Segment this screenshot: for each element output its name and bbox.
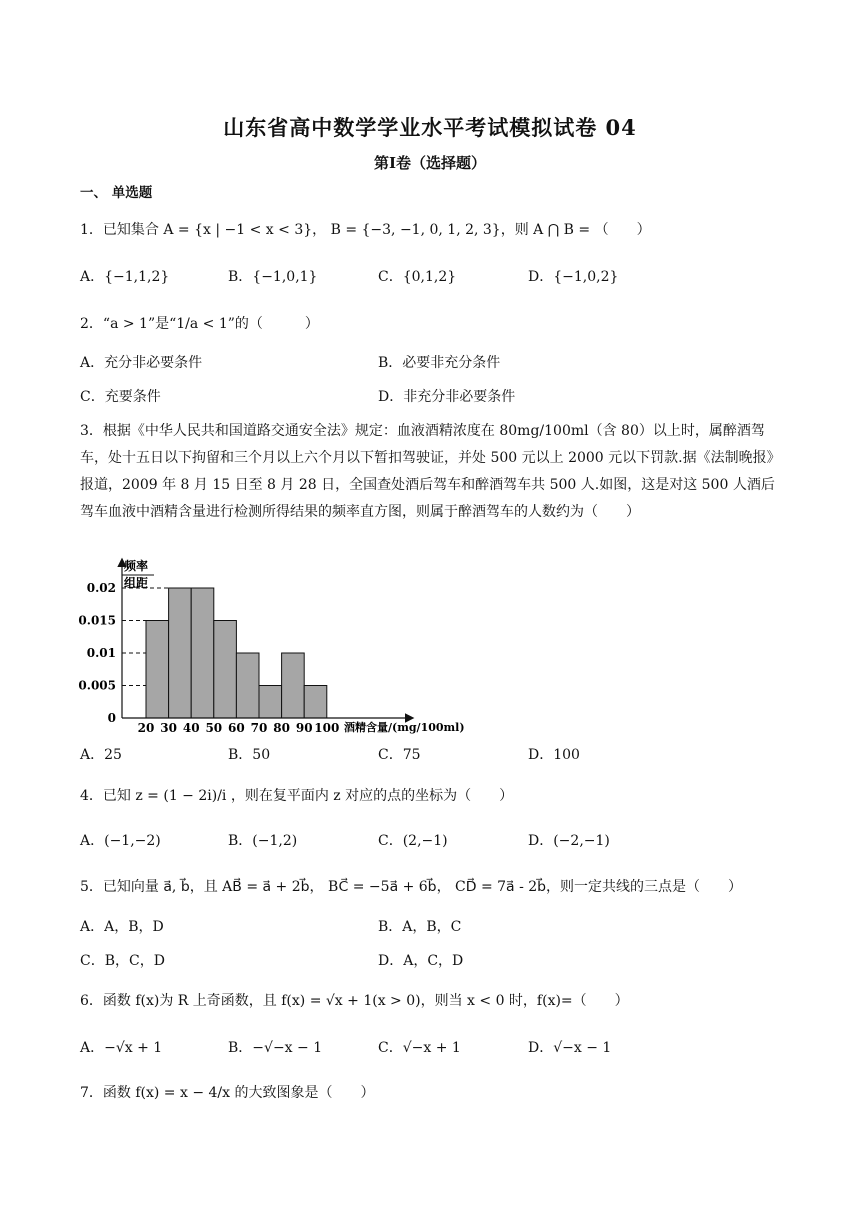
x-tick-label-1: 30 (160, 721, 177, 735)
question-3-option-a: A．25 (80, 747, 122, 763)
question-5-option-c: C．B，C，D (80, 953, 165, 969)
question-5-stem: 5．已知向量 a⃗, b⃗，且 AB⃗ = a⃗ + 2b⃗， BC⃗ = −5a⃗ + 6b⃗， CD⃗ = 7a⃗ - 2b⃗，则一定共线的三点是（ ） (80, 879, 743, 895)
question-1-stem: 1．已知集合 A = {x | −1 < x < 3}， B = {−3, −1, 0, 1, 2, 3}，则 A ⋂ B = （ ） (80, 222, 651, 238)
histogram-bar-4 (236, 653, 259, 718)
question-5-option-b: B．A，B，C (378, 919, 462, 935)
page-title: 山东省高中数学学业水平考试模拟试卷 04 (223, 115, 637, 140)
question-5-option-d: D．A，C，D (378, 953, 464, 969)
question-3-option-b: B．50 (228, 747, 271, 763)
histogram-chart (76, 556, 476, 736)
question-3-option-d: D．100 (528, 747, 580, 763)
x-tick-label-5: 70 (250, 721, 268, 735)
question-6-option-d: D．√−x − 1 (528, 1040, 612, 1056)
y-tick-label-0: 0 (107, 711, 116, 725)
question-6-option-c: C．√−x + 1 (378, 1040, 461, 1056)
question-3-option-c: C．75 (378, 747, 421, 763)
x-tick-label-7: 90 (295, 721, 313, 735)
question-4-stem: 4．已知 z = (1 − 2i)/i ，则在复平面内 z 对应的点的坐标为（ ） (80, 788, 514, 804)
x-axis-label: 酒精含量/(mg/100ml) (344, 721, 465, 734)
question-4-option-b: B．(−1,2) (228, 833, 298, 849)
y-axis-label-bottom: 组距 (124, 576, 149, 590)
question-4-option-a: A．(−1,−2) (80, 833, 161, 849)
question-4-option-c: C．(2,−1) (378, 833, 448, 849)
question-4-option-d: D．(−2,−1) (528, 833, 610, 849)
x-tick-label-3: 50 (205, 721, 223, 735)
question-6-option-b: B．−√−x − 1 (228, 1040, 323, 1056)
histogram-bar-5 (259, 686, 282, 719)
question-7-stem: 7．函数 f(x) = x − 4/x 的大致图象是（ ） (80, 1085, 375, 1101)
x-tick-label-8: 100 (314, 721, 340, 735)
histogram-bar-0 (146, 621, 169, 719)
question-2-option-b: B．必要非充分条件 (378, 355, 501, 371)
question-6-stem: 6．函数 f(x)为 R 上奇函数，且 f(x) = √x + 1(x > 0)，则当 x < 0 时，f(x)=（ ） (80, 993, 629, 1009)
question-2-stem: 2．“a > 1”是“1/a < 1”的（ ） (80, 316, 319, 332)
question-1-option-c: C．{0,1,2} (378, 269, 457, 285)
histogram-bar-3 (214, 621, 237, 719)
y-tick-label-1: 0.005 (78, 678, 116, 693)
question-2-option-a: A．充分非必要条件 (80, 355, 203, 371)
x-tick-label-0: 20 (137, 721, 155, 735)
question-1-option-a: A．{−1,1,2} (80, 269, 170, 285)
y-tick-label-2: 0.01 (86, 646, 116, 660)
histogram-bar-1 (169, 588, 192, 718)
y-axis-label-top: 频率 (124, 559, 149, 573)
y-tick-label-3: 0.015 (78, 613, 116, 628)
question-3-stem: 3．根据《中华人民共和国道路交通安全法》规定：血液酒精浓度在 80mg/100ml（含 80）以上时，属醉酒驾车，处十五日以下拘留和三个月以上六个月以下暂扣驾驶证，并处 500 元以上 2000 元以下罚款.据《法制晚报》报道，2009 年 8 月 15 日至 8 月 28 日，全国查处酒后驾车和醉酒驾车共 500 人.如图，这是对这 500 人酒后驾车血液中酒精含量进行检测所得结果的频率直方图，则属于醉酒驾车的人数约为（ ） (80, 423, 775, 520)
question-1-option-b: B．{−1,0,1} (228, 269, 318, 285)
section-heading: 一、 单选题 (80, 185, 153, 201)
histogram-bar-2 (191, 588, 214, 718)
histogram-bar-6 (282, 653, 305, 718)
question-2-option-c: C．充要条件 (80, 389, 161, 405)
page-subtitle: 第Ⅰ卷（选择题） (373, 154, 487, 172)
question-2-option-d: D．非充分非必要条件 (378, 389, 516, 405)
y-tick-label-4: 0.02 (86, 581, 116, 595)
x-tick-label-4: 60 (228, 721, 245, 735)
x-tick-label-2: 40 (182, 721, 200, 735)
histogram-bar-7 (304, 686, 327, 719)
x-tick-label-6: 80 (273, 721, 290, 735)
question-6-option-a: A．−√x + 1 (80, 1040, 163, 1056)
question-1-option-d: D．{−1,0,2} (528, 269, 619, 285)
question-5-option-a: A．A，B，D (80, 919, 164, 935)
